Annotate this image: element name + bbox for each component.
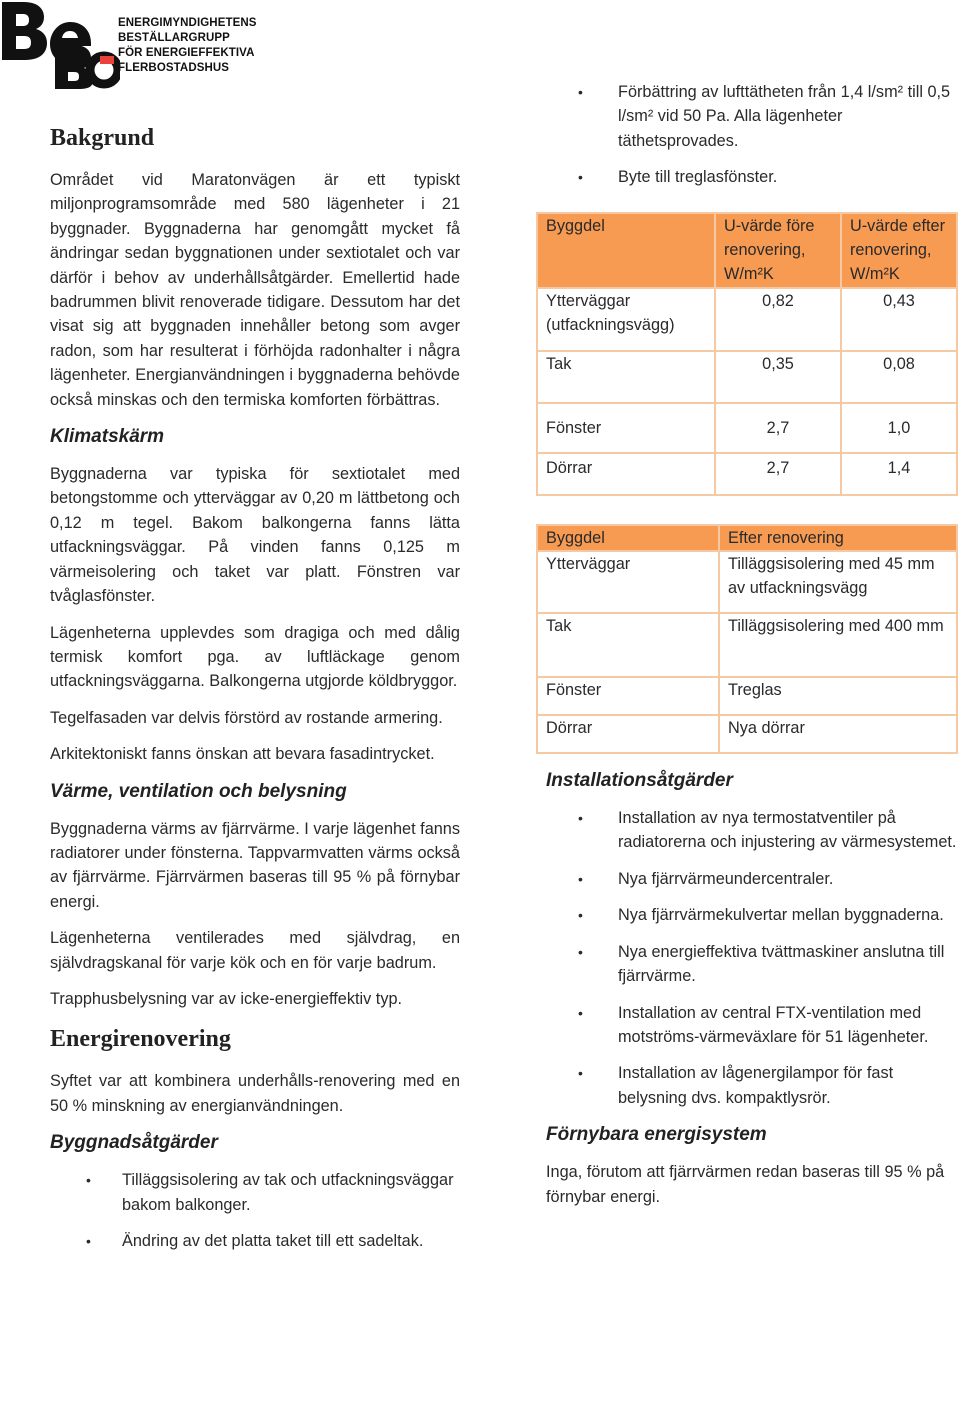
- table-header-cell: U-värde före renovering, W/m²K: [715, 213, 841, 288]
- table-cell: 2,7: [715, 453, 841, 495]
- table-cell: Tilläggsisolering med 400 mm: [719, 613, 957, 677]
- klimatskarm-paragraph-1: Byggnaderna var typiska för sextiotalet med betongstomme och ytterväggar av 0,20 m lättbetong och 0,12 m tegel. Bakom balkongerna fanns lätta utfackningsväggar. På vinden fanns 0,125 m värmeisolering och taket var platt. Fönstren var tvåglasfönster.: [50, 465, 460, 606]
- list-item: • Nya energieffektiva tvättmaskiner anslutna till fjärrvärme.: [536, 940, 958, 989]
- varme-paragraph-1: Byggnaderna värms av fjärrvärme. I varje lägenhet fanns radiatorer under fönsterna. Tappvarmvatten värms också av fjärrvärme. Fjärrvärmen baseras till 95 % på förnybar energi.: [50, 819, 460, 911]
- table-cell: Tak: [537, 613, 719, 677]
- table-cell: Dörrar: [537, 715, 719, 753]
- fornybara-paragraph: Inga, förutom att fjärrvärmen redan baseras till 95 % på förnybar energi.: [546, 1163, 945, 1206]
- table-cell: Nya dörrar: [719, 715, 957, 753]
- table-row: [537, 453, 957, 495]
- varme-paragraph-2: Lägenheterna ventilerades med självdrag, en självdragskanal för varje kök och en för varje badrum.: [50, 929, 460, 972]
- list-item: • Tilläggsisolering av tak och utfackningsväggar bakom balkonger.: [50, 1168, 460, 1217]
- table-cell: 1,4: [841, 453, 957, 495]
- table-header-cell: Byggdel: [537, 213, 715, 288]
- table-cell: 0,82: [715, 288, 841, 351]
- table-row: [537, 677, 957, 715]
- installationsatgarder-heading: Installationsåtgärder: [546, 770, 733, 792]
- left-column: [50, 122, 460, 1265]
- table-row: [537, 551, 957, 613]
- table-cell: Tak: [537, 351, 715, 403]
- table-cell: Tilläggsisolering med 45 mm av utfackningsvägg: [719, 551, 957, 613]
- table-cell: Treglas: [719, 677, 957, 715]
- logo-line-2: FÖR ENERGIEFFEKTIVA FLERBOSTADSHUS: [118, 47, 255, 74]
- table-cell: Ytterväggar (utfackningsvägg): [537, 288, 715, 351]
- table-cell: 1,0: [841, 403, 957, 453]
- right-column: [536, 80, 958, 1221]
- klimatskarm-paragraph-3: Tegelfasaden var delvis förstörd av rostande armering.: [50, 708, 443, 727]
- bakgrund-paragraph: Området vid Maratonvägen är ett typiskt miljonprogramsområde med 580 lägenheter i 21 byggnader. Byggnaderna har genomgått mycket få ändringar sedan byggnationen under sextiotalet och var därför i behov av underhållsåtgärder. Emellertid hade badrummen blivit renoverade tidigare. Dessutom har det visat sig att byggnaden innehåller betong som avger radon, som har resulterat i förhöjda radonhalter i några lägenheter. Energianvändningen i byggnaderna behövde också minskas och den termiska komforten förbättras.: [50, 171, 460, 409]
- table-row: [537, 613, 957, 677]
- table-row: [537, 403, 957, 453]
- list-item: • Nya fjärrvärmekulvertar mellan byggnaderna.: [536, 903, 958, 927]
- bebo-logo-text: [118, 16, 340, 76]
- list-item: • Installation av lågenergilampor för fast belysning dvs. kompaktlysrör.: [536, 1061, 958, 1110]
- table-cell: 0,08: [841, 351, 957, 403]
- table-row: [537, 351, 957, 403]
- list-item: • Ändring av det platta taket till ett sadeltak.: [50, 1229, 460, 1253]
- installationsatgarder-list: [536, 806, 958, 1110]
- table-cell: Fönster: [537, 403, 715, 453]
- top-measures-list: [536, 80, 958, 190]
- table-header-cell: Byggdel: [537, 525, 719, 551]
- fornybara-heading: Förnybara energisystem: [546, 1124, 767, 1146]
- klimatskarm-paragraph-4: Arkitektoniskt fanns önskan att bevara fasadintrycket.: [50, 745, 435, 764]
- list-item: • Installation av central FTX-ventilation med motströms-värmeväxlare för 51 lägenheter.: [536, 1001, 958, 1050]
- table-cell: Dörrar: [537, 453, 715, 495]
- klimatskarm-heading: Klimatskärm: [50, 426, 165, 448]
- byggnadsatgarder-heading: Byggnadsåtgärder: [50, 1132, 218, 1154]
- after-renovation-table: [536, 524, 958, 754]
- bakgrund-heading: Bakgrund: [50, 125, 155, 151]
- u-value-table: [536, 212, 958, 496]
- table-cell: 0,35: [715, 351, 841, 403]
- bebo-logo: [0, 0, 340, 90]
- byggnadsatgarder-list: [50, 1168, 460, 1253]
- klimatskarm-paragraph-2: Lägenheterna upplevdes som dragiga och med dålig termisk komfort pga. av luftläckage genom utfackningsväggarna. Balkongerna utgjorde köldbryggor.: [50, 623, 460, 691]
- list-item: • Installation av nya termostatventiler på radiatorerna och injustering av värmesystemet.: [536, 806, 958, 855]
- table-header-row: [537, 213, 957, 288]
- list-item: • Förbättring av lufttätheten från 1,4 l/sm² till 0,5 l/sm² vid 50 Pa. Alla lägenheter täthetsprovades.: [536, 80, 958, 153]
- energirenovering-paragraph: Syftet var att kombinera underhålls-renovering med en 50 % minskning av energianvändningen.: [50, 1072, 460, 1115]
- table-header-row: [537, 525, 957, 551]
- table-row: [537, 288, 957, 351]
- energirenovering-heading: Energirenovering: [50, 1026, 231, 1053]
- bebo-logo-mark: [0, 0, 120, 90]
- varme-paragraph-3: Trapphusbelysning var av icke-energieffektiv typ.: [50, 989, 403, 1008]
- varme-heading: Värme, ventilation och belysning: [50, 780, 347, 802]
- table-row: [537, 715, 957, 753]
- table-cell: Fönster: [537, 677, 719, 715]
- logo-line-1: ENERGIMYNDIGHETENS BESTÄLLARGRUPP: [118, 17, 257, 44]
- table-header-cell: Efter renovering: [719, 525, 957, 551]
- list-item: • Nya fjärrvärmeundercentraler.: [536, 867, 958, 891]
- list-item: • Byte till treglasfönster.: [536, 165, 958, 189]
- table-cell: 0,43: [841, 288, 957, 351]
- table-cell: 2,7: [715, 403, 841, 453]
- table-cell: Ytterväggar: [537, 551, 719, 613]
- table-header-cell: U-värde efter renovering, W/m²K: [841, 213, 957, 288]
